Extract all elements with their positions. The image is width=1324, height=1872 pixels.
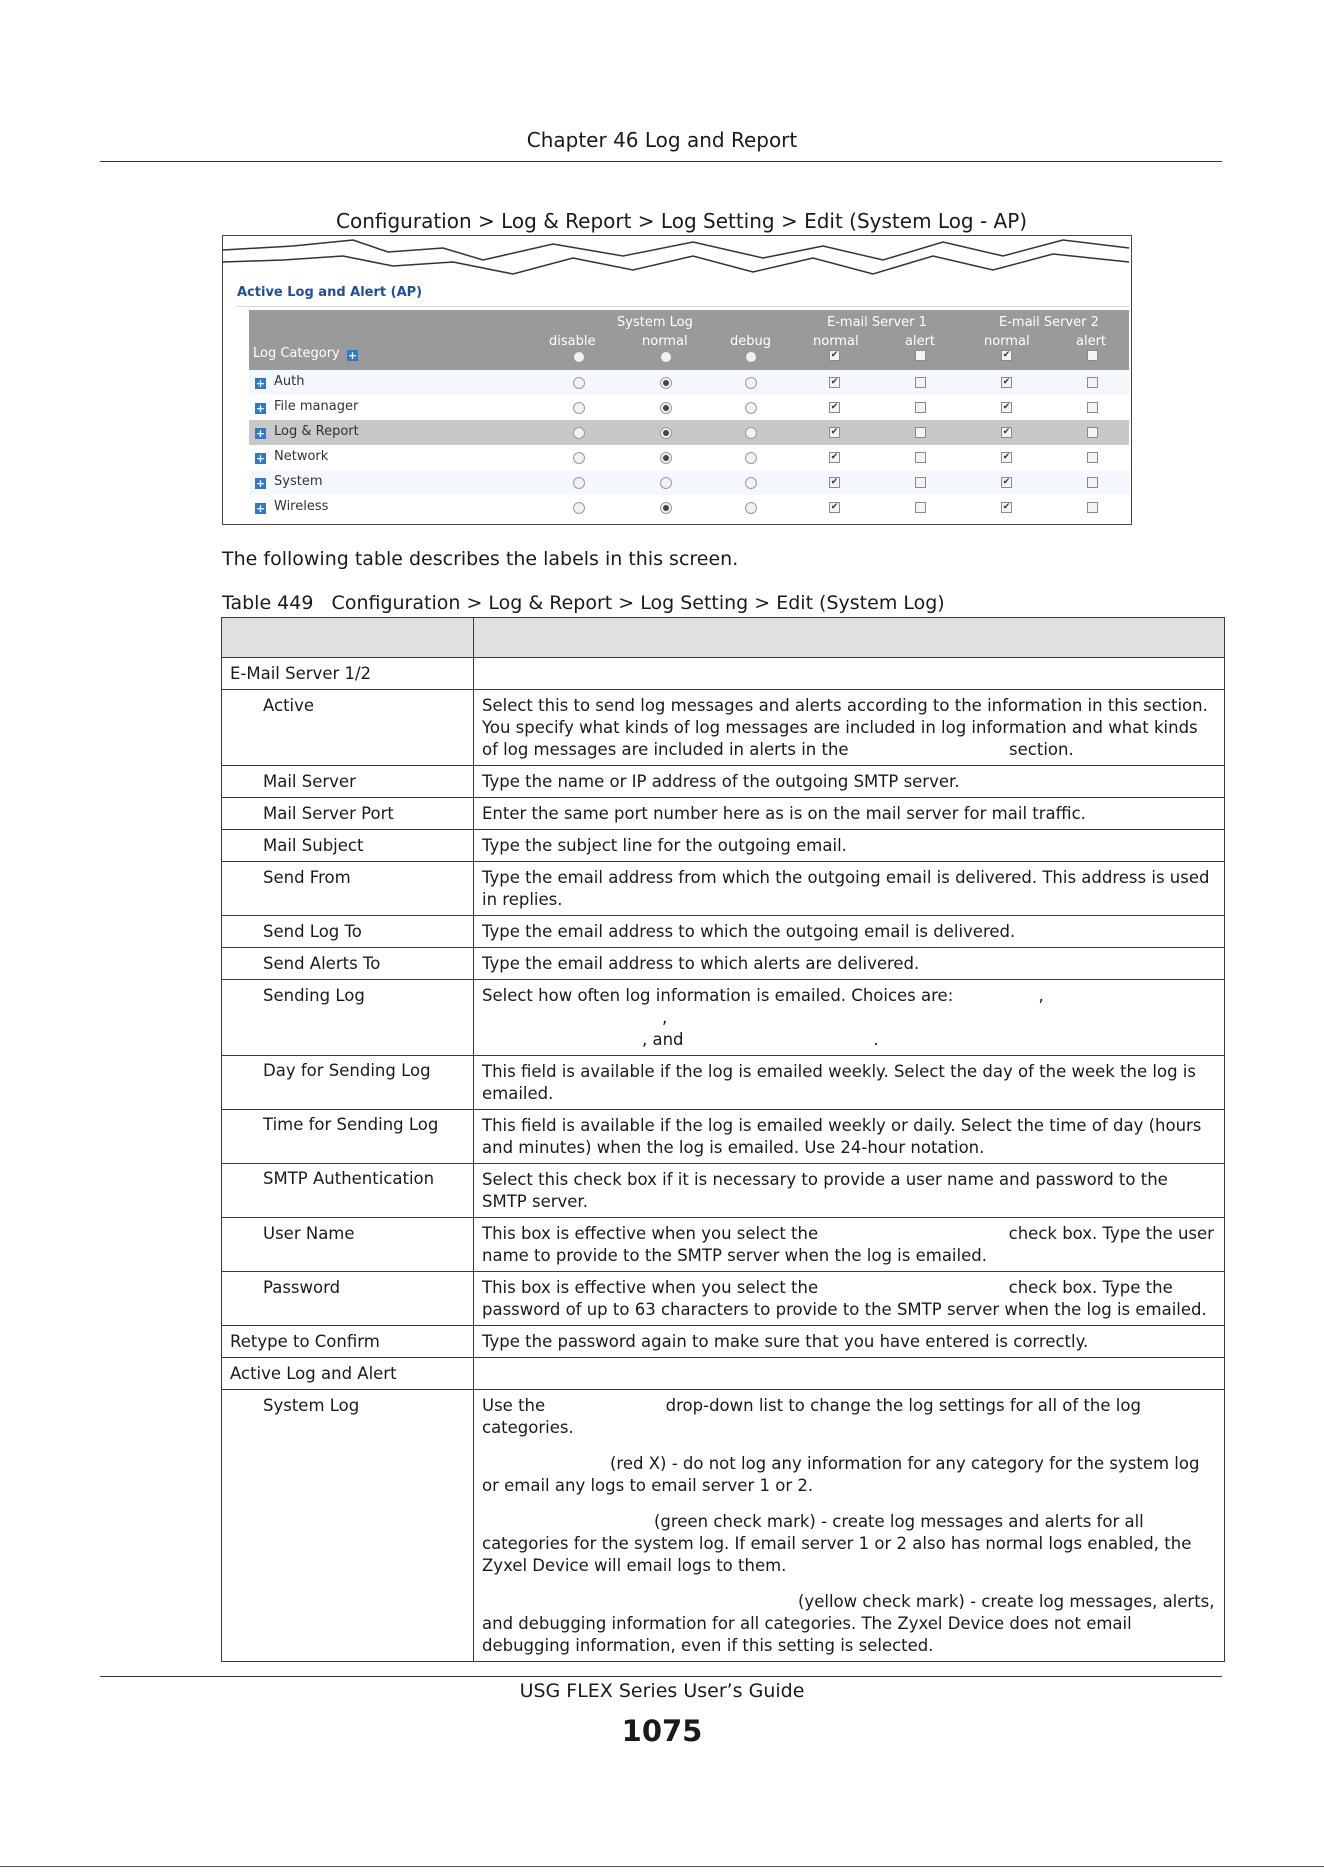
checkbox-es2-normal[interactable]: ✔: [1002, 452, 1011, 462]
system-log-radio-normal[interactable]: [660, 502, 672, 514]
checkbox-es1-normal[interactable]: ✔: [830, 377, 839, 387]
log-category-row[interactable]: [249, 495, 1129, 520]
desc-text: Select this check box if it is necessary to provide a user name and password to the SMTP server.: [482, 1170, 1168, 1211]
desc-text: Type the name or IP address of the outgoing SMTP server.: [482, 772, 960, 791]
checkbox-es1-alert[interactable]: [915, 502, 926, 513]
table-row: [222, 690, 1225, 766]
field-label: Send Log To: [222, 916, 474, 948]
field-label: Send From: [222, 862, 474, 916]
field-description: [474, 1218, 1225, 1272]
table-row: [222, 1390, 1225, 1662]
system-log-radio-normal[interactable]: [660, 427, 672, 439]
checkbox-es1-alert[interactable]: [915, 402, 926, 413]
col-header-es2-alert: alert: [1076, 334, 1107, 349]
table-row: [222, 1358, 1225, 1390]
log-category-row[interactable]: [249, 370, 1129, 395]
checkbox-es1-normal[interactable]: ✔: [830, 427, 839, 437]
desc-text: drop-down list to change the log settings for all of the log categories.: [482, 1396, 1141, 1437]
field-label: Retype to Confirm: [222, 1326, 474, 1358]
desc-text: .: [873, 1030, 879, 1049]
section-title: Active Log and Alert (AP): [237, 285, 423, 300]
desc-paragraph: [482, 1395, 1216, 1439]
bottom-edge-line: [0, 1866, 1324, 1867]
col-header-disable: disable: [549, 334, 596, 349]
system-log-radio-normal[interactable]: [660, 402, 672, 414]
desc-text: check box. Type the user name to provide to the SMTP server when the log is emailed.: [482, 1224, 1214, 1265]
table-row: [222, 948, 1225, 980]
grid-header: [249, 310, 1129, 370]
table-row: [222, 1272, 1225, 1326]
table-row: [222, 1164, 1225, 1218]
field-description: [474, 1164, 1225, 1218]
checkbox-es1-normal[interactable]: ✔: [830, 502, 839, 512]
category-name: Wireless: [274, 499, 329, 514]
system-log-radio-debug[interactable]: [745, 452, 757, 464]
table-row: [222, 1056, 1225, 1110]
checkbox-es2-normal[interactable]: ✔: [1002, 502, 1011, 512]
field-label: System Log: [222, 1390, 474, 1662]
section-divider: [237, 306, 1129, 307]
system-log-radio-disable[interactable]: [573, 377, 585, 389]
footer-rule: [100, 1676, 1222, 1677]
col-header-es1-alert: alert: [905, 334, 936, 349]
field-label: Password: [222, 1272, 474, 1326]
system-log-radio-disable[interactable]: [573, 502, 585, 514]
field-label: Mail Server Port: [222, 798, 474, 830]
table-header-row: [222, 618, 1225, 658]
description-table: [221, 617, 1225, 1662]
checkbox-es1-alert[interactable]: [915, 452, 926, 463]
expand-category-icon[interactable]: +: [255, 377, 266, 390]
desc-text: Select this to send log messages and alerts according to the information in this section. You specify what kinds of log messages are included in log information and what kinds of log messages are included in alerts in the: [482, 696, 1208, 759]
field-label: Sending Log: [222, 980, 474, 1056]
field-description: [474, 1272, 1225, 1326]
field-description: [474, 1358, 1225, 1390]
field-description: [474, 980, 1225, 1056]
desc-paragraph: [482, 1453, 1216, 1497]
col-header-normal: normal: [642, 334, 688, 349]
desc-text: This field is available if the log is emailed weekly. Select the day of the week the log is emailed.: [482, 1062, 1196, 1103]
header-checkbox-es2-normal[interactable]: ✔: [1002, 350, 1011, 360]
desc-text: This field is available if the log is emailed weekly or daily. Select the time of day (hours and minutes) when the log is emailed. Use 24-hour notation.: [482, 1116, 1202, 1157]
header-checkbox-es1-normal[interactable]: ✔: [830, 350, 839, 360]
expand-category-icon[interactable]: +: [255, 427, 266, 440]
category-name: Auth: [274, 374, 305, 389]
field-label: Send Alerts To: [222, 948, 474, 980]
field-label: Day for Sending Log: [222, 1056, 474, 1110]
table-row: [222, 766, 1225, 798]
field-label: Time for Sending Log: [222, 1110, 474, 1164]
field-description: [474, 1390, 1225, 1662]
page-number: 1075: [621, 1714, 703, 1748]
page-header: Chapter 46 Log and Report: [526, 128, 798, 152]
checkbox-es1-alert[interactable]: [915, 477, 926, 488]
field-label: Mail Subject: [222, 830, 474, 862]
system-log-radio-disable[interactable]: [573, 402, 585, 414]
checkbox-es2-normal[interactable]: ✔: [1002, 377, 1011, 387]
field-description: [474, 830, 1225, 862]
group-header-email-server-2: E-mail Server 2: [999, 315, 1099, 330]
field-label: Mail Server: [222, 766, 474, 798]
table-row: [222, 658, 1225, 690]
field-description: [474, 916, 1225, 948]
log-category-row[interactable]: [249, 470, 1129, 495]
desc-text: Type the email address to which alerts are delivered.: [482, 954, 920, 973]
category-name: System: [274, 474, 323, 489]
table-row: [222, 980, 1225, 1056]
log-category-label: Log Category: [253, 346, 340, 361]
field-description: [474, 766, 1225, 798]
desc-text: (red X) - do not log any information for any category for the system log or email any logs to email server 1 or 2.: [482, 1454, 1200, 1495]
desc-text: Enter the same port number here as is on the mail server for mail traffic.: [482, 804, 1086, 823]
expand-category-icon[interactable]: +: [255, 452, 266, 465]
field-description: [474, 1110, 1225, 1164]
field-label: Active Log and Alert: [222, 1358, 474, 1390]
field-description: [474, 798, 1225, 830]
field-description: [474, 862, 1225, 916]
table-caption: Table 449 Configuration > Log & Report > Log Setting > Edit (System Log): [222, 592, 945, 614]
page-footer: USG FLEX Series User’s Guide: [519, 1680, 805, 1702]
desc-text: This box is effective when you select the: [482, 1224, 824, 1243]
col-header-es2-normal: normal: [984, 334, 1030, 349]
system-log-radio-debug[interactable]: [745, 502, 757, 514]
checkbox-es2-alert[interactable]: [1087, 427, 1098, 438]
checkbox-es2-normal[interactable]: ✔: [1002, 427, 1011, 437]
system-log-radio-normal[interactable]: [660, 452, 672, 464]
system-log-radio-disable[interactable]: [573, 477, 585, 489]
header-radio-disable[interactable]: [573, 351, 585, 363]
system-log-radio-debug[interactable]: [745, 402, 757, 414]
checkbox-es1-normal[interactable]: ✔: [830, 402, 839, 412]
category-name: Network: [274, 449, 329, 464]
system-log-radio-debug[interactable]: [745, 427, 757, 439]
checkbox-es2-alert[interactable]: [1087, 502, 1098, 513]
header-rule: [100, 161, 1222, 162]
desc-text: check box. Type the password of up to 63 characters to provide to the SMTP server when the log is emailed.: [482, 1278, 1207, 1319]
expand-category-icon[interactable]: +: [255, 402, 266, 415]
log-category-row[interactable]: [249, 395, 1129, 420]
field-description: [474, 948, 1225, 980]
desc-text: ,: [1038, 986, 1044, 1005]
checkbox-es2-alert[interactable]: [1087, 452, 1098, 463]
field-label: SMTP Authentication: [222, 1164, 474, 1218]
desc-text: Type the email address from which the outgoing email is delivered. This address is used in replies.: [482, 868, 1210, 909]
system-log-radio-disable[interactable]: [573, 427, 585, 439]
system-log-radio-disable[interactable]: [573, 452, 585, 464]
log-category-grid: [249, 310, 1129, 520]
desc-text: Type the subject line for the outgoing email.: [482, 836, 847, 855]
table-row: [222, 1218, 1225, 1272]
system-log-radio-normal[interactable]: [660, 377, 672, 389]
desc-text: Use the: [482, 1396, 551, 1415]
expand-category-icon[interactable]: +: [255, 477, 266, 490]
category-name: File manager: [274, 399, 359, 414]
desc-text: ,: [662, 1008, 668, 1027]
desc-text: Type the email address to which the outgoing email is delivered.: [482, 922, 1016, 941]
figure-caption: Configuration > Log & Report > Log Setting > Edit (System Log - AP): [336, 209, 1028, 233]
table-row: [222, 830, 1225, 862]
desc-paragraph: [482, 1591, 1216, 1657]
col-header-debug: debug: [730, 334, 771, 349]
header-radio-normal[interactable]: [660, 351, 672, 363]
expand-category-icon[interactable]: +: [255, 502, 266, 515]
table-row: [222, 862, 1225, 916]
desc-text: Type the password again to make sure that you have entered is correctly.: [482, 1332, 1089, 1351]
checkbox-es2-alert[interactable]: [1087, 477, 1098, 488]
group-header-system-log: System Log: [617, 315, 693, 330]
field-label: Active: [222, 690, 474, 766]
desc-text: Select how often log information is emailed. Choices are:: [482, 986, 959, 1005]
checkbox-es1-normal[interactable]: ✔: [830, 477, 839, 487]
checkbox-es1-alert[interactable]: [915, 377, 926, 388]
checkbox-es2-normal[interactable]: ✔: [1002, 477, 1011, 487]
system-log-radio-debug[interactable]: [745, 477, 757, 489]
category-name: Log & Report: [274, 424, 359, 439]
field-description: [474, 690, 1225, 766]
system-log-radio-debug[interactable]: [745, 377, 757, 389]
intro-text: The following table describes the labels in this screen.: [222, 548, 739, 570]
header-checkbox-es2-alert[interactable]: [1087, 350, 1098, 361]
checkbox-es2-normal[interactable]: ✔: [1002, 402, 1011, 412]
table-row: [222, 798, 1225, 830]
field-label: E-Mail Server 1/2: [222, 658, 474, 690]
table-row: [222, 1326, 1225, 1358]
desc-paragraph: [482, 1511, 1216, 1577]
log-category-row[interactable]: [249, 445, 1129, 470]
expand-all-icon[interactable]: +: [347, 349, 358, 362]
desc-text: This box is effective when you select the: [482, 1278, 824, 1297]
desc-text: (green check mark) - create log messages and alerts for all categories for the system log. If email server 1 or 2 also has normal logs enabled, the Zyxel Device will email logs to them.: [482, 1512, 1192, 1575]
header-radio-debug[interactable]: [745, 351, 757, 363]
field-description: [474, 658, 1225, 690]
desc-text: (yellow check mark) - create log messages, alerts, and debugging information for all categories. The Zyxel Device does not email debugging information, even if this setting is selected.: [482, 1592, 1215, 1655]
checkbox-es2-alert[interactable]: [1087, 402, 1098, 413]
table-row: [222, 916, 1225, 948]
field-description: [474, 1056, 1225, 1110]
checkbox-es1-alert[interactable]: [915, 427, 926, 438]
screenshot-panel: [222, 235, 1132, 525]
desc-text: , and: [642, 1030, 684, 1049]
log-category-row[interactable]: [249, 420, 1129, 445]
table-row: [222, 1110, 1225, 1164]
desc-text: section.: [1003, 740, 1074, 759]
group-header-email-server-1: E-mail Server 1: [827, 315, 927, 330]
system-log-radio-normal[interactable]: [660, 477, 672, 489]
checkbox-es1-normal[interactable]: ✔: [830, 452, 839, 462]
col-header-es1-normal: normal: [813, 334, 859, 349]
field-description: [474, 1326, 1225, 1358]
checkbox-es2-alert[interactable]: [1087, 377, 1098, 388]
field-label: User Name: [222, 1218, 474, 1272]
header-checkbox-es1-alert[interactable]: [915, 350, 926, 361]
